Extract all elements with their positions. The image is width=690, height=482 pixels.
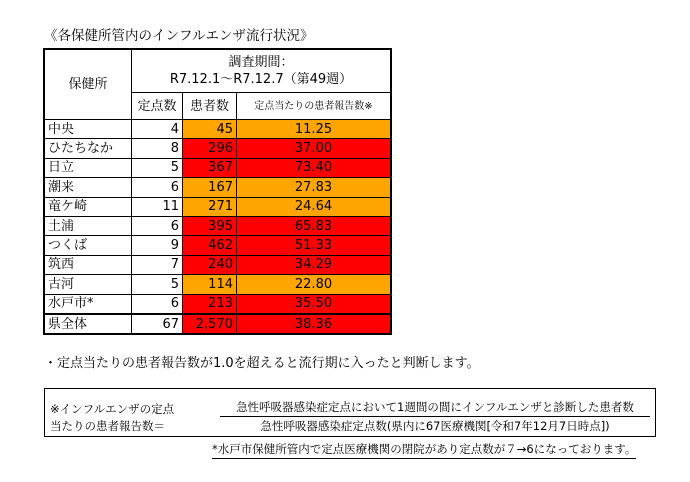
rate-per-sentinel: 11.25 bbox=[237, 120, 391, 139]
rate-per-sentinel: 73.40 bbox=[237, 158, 391, 177]
rate-per-sentinel: 35.50 bbox=[237, 294, 391, 314]
table-row bbox=[45, 294, 391, 314]
sentinel-count: 9 bbox=[132, 236, 183, 255]
sentinel-count: 11 bbox=[132, 197, 183, 216]
definition-label-line2: 当たりの患者報告数＝ bbox=[50, 419, 165, 433]
sentinel-count: 8 bbox=[132, 139, 183, 158]
health-center-name: 筑西 bbox=[45, 255, 132, 274]
health-center-name: 潮来 bbox=[45, 178, 132, 197]
rate-per-sentinel: 27.83 bbox=[237, 178, 391, 197]
patient-count: 367 bbox=[183, 158, 237, 177]
health-center-name: 水戸市* bbox=[45, 294, 132, 314]
rate-per-sentinel: 65.83 bbox=[237, 216, 391, 235]
rate-per-sentinel: 22.80 bbox=[237, 275, 391, 294]
table-row bbox=[45, 178, 391, 197]
table-row bbox=[45, 255, 391, 274]
patient-count: 462 bbox=[183, 236, 237, 255]
table-row bbox=[45, 216, 391, 235]
table-row bbox=[45, 158, 391, 177]
health-center-name: 県全体 bbox=[45, 314, 132, 334]
rate-per-sentinel: 34.29 bbox=[237, 255, 391, 274]
influenza-status-table bbox=[44, 49, 391, 334]
definition-label-line1: ※インフルエンザの定点 bbox=[50, 402, 175, 416]
patient-count: 240 bbox=[183, 255, 237, 274]
table-row bbox=[45, 236, 391, 255]
sentinel-count: 6 bbox=[132, 294, 183, 314]
table-row bbox=[45, 139, 391, 158]
survey-period-label: 調査期間： bbox=[228, 55, 294, 70]
definition-label bbox=[50, 401, 174, 435]
rate-per-sentinel: 38.36 bbox=[237, 314, 391, 334]
rate-per-sentinel-header: 定点当たりの患者報告数※ bbox=[237, 93, 391, 120]
rate-per-sentinel: 51.33 bbox=[237, 236, 391, 255]
rate-per-sentinel: 37.00 bbox=[237, 139, 391, 158]
health-center-name: 竜ケ崎 bbox=[45, 197, 132, 216]
table-row bbox=[45, 197, 391, 216]
formula-numerator: 急性呼吸器感染症定点において1週間の間にインフルエンザと診断した患者数 bbox=[220, 399, 650, 417]
patient-count: 167 bbox=[183, 178, 237, 197]
rate-per-sentinel: 24.64 bbox=[237, 197, 391, 216]
health-center-name: 中央 bbox=[45, 120, 132, 139]
patient-count: 296 bbox=[183, 139, 237, 158]
sentinel-count: 6 bbox=[132, 178, 183, 197]
definition-box bbox=[44, 388, 656, 437]
sentinel-count: 6 bbox=[132, 216, 183, 235]
health-center-name: 日立 bbox=[45, 158, 132, 177]
survey-period-header bbox=[132, 50, 391, 93]
formula-denominator: 急性呼吸器感染症定点数(県内に67医療機関[令和7年12月7日時点]) bbox=[260, 419, 610, 433]
health-center-name: 土浦 bbox=[45, 216, 132, 235]
patient-count: 45 bbox=[183, 120, 237, 139]
health-center-header: 保健所 bbox=[45, 50, 132, 120]
patient-count: 114 bbox=[183, 275, 237, 294]
patient-count: 2,570 bbox=[183, 314, 237, 334]
sentinel-count: 67 bbox=[132, 314, 183, 334]
total-row bbox=[45, 314, 391, 334]
patient-count: 271 bbox=[183, 197, 237, 216]
health-center-name: つくば bbox=[45, 236, 132, 255]
survey-period-range: R7.12.1～R7.12.7（第49週） bbox=[169, 72, 353, 87]
table-row bbox=[45, 120, 391, 139]
page-title: 《各保健所管内のインフルエンザ流行状況》 bbox=[44, 28, 314, 44]
epidemic-threshold-note: ・定点当たりの患者報告数が1.0を超えると流行期に入ったと判断します。 bbox=[44, 356, 480, 371]
sentinel-count-header: 定点数 bbox=[132, 93, 183, 120]
health-center-name: 古河 bbox=[45, 275, 132, 294]
sentinel-count: 5 bbox=[132, 275, 183, 294]
table-row bbox=[45, 275, 391, 294]
sentinel-count: 7 bbox=[132, 255, 183, 274]
patient-count-header: 患者数 bbox=[183, 93, 237, 120]
health-center-name: ひたちなか bbox=[45, 139, 132, 158]
sentinel-count: 4 bbox=[132, 120, 183, 139]
sentinel-count: 5 bbox=[132, 158, 183, 177]
patient-count: 395 bbox=[183, 216, 237, 235]
patient-count: 213 bbox=[183, 294, 237, 314]
mito-sentinel-note: *水戸市保健所管内で定点医療機関の閉院があり定点数が７→6になっております。 bbox=[212, 441, 636, 459]
